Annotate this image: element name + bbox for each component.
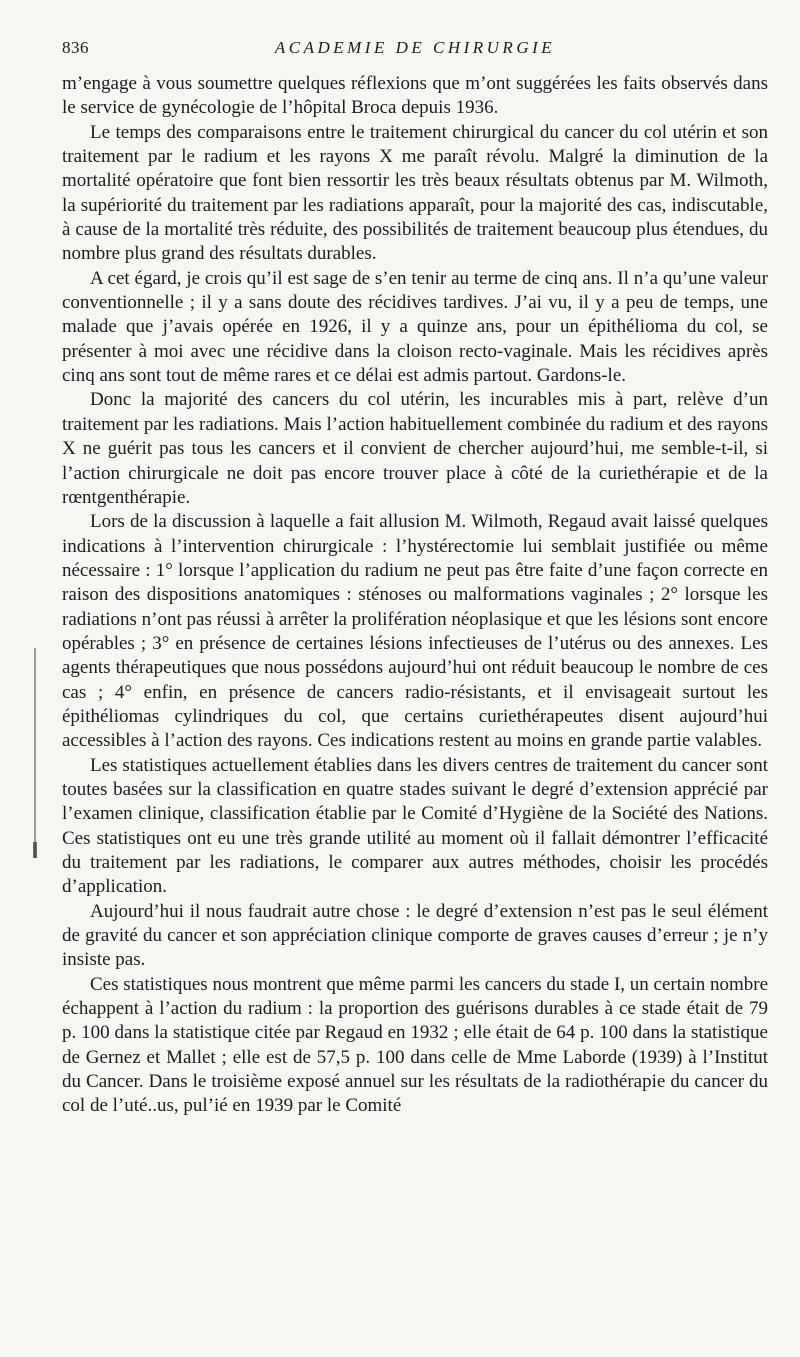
paragraph-3: A cet égard, je crois qu’il est sage de s’en tenir au terme de cinq ans. Il n’a qu’une valeur conventionnelle ; il y a sans doute des récidives tardives. J’ai vu, il y a peu de temps, une malade que j’avais opérée en 1926, il y a quinze ans, pour un épithélioma du col, se présenter à moi avec une récidive dans la cloison recto-vaginale. Mais les récidives après cinq ans sont tout de même rares et ce délai est admis partout. Gardons-le. [62, 267, 768, 387]
margin-rule-tick [33, 842, 37, 858]
margin-rule-mark [34, 648, 36, 858]
paragraph-2: Le temps des comparaisons entre le traitement chirurgical du cancer du col utérin et son traitement par le radium et les rayons X me paraît révolu. Malgré la diminution de la mortalité opératoire que font bien ressortir les très beaux résultats obtenus par M. Wilmoth, la supériorité du traitement par les radiations apparaît, pour la majorité des cas, indiscutable, à cause de la mortalité très réduite, des possibilités de traitement beaucoup plus étendues, du nombre plus grand des résultats durables. [62, 121, 768, 265]
page-number: 836 [62, 38, 89, 57]
journal-title: ACADEMIE DE CHIRURGIE [274, 38, 556, 57]
paragraph-5: Lors de la discussion à laquelle a fait allusion M. Wilmoth, Regaud avait laissé quelques indications à l’intervention chirurgicale : l’hystérectomie lui semblait justifiée ou même nécessaire : 1° lorsque l’application du radium ne peut pas être faite d’une façon correcte en raison des dispositions anatomiques : sténoses ou malformations vaginales ; 2° lorsque les radiations n’ont pas réussi à arrêter la prolifération néoplasique et que les lésions sont encore opérables ; 3° en présence de certaines lésions infectieuses de l’utérus ou des annexes. Les agents thérapeutiques que nous possédons aujourd’hui ont réduit beaucoup le nombre de ces cas ; 4° enfin, en présence de cancers radio-résistants, et il envisageait surtout les épithéliomas cylindriques du col, que certains curiethérapeutes disent aujourd’hui accessibles à l’action des rayons. Ces indications restent au moins en grande partie valables. [62, 511, 768, 752]
running-header [62, 38, 768, 72]
paragraph-8: Ces statistiques nous montrent que même parmi les cancers du stade I, un certain nombre échappent à l’action du radium : la proportion des guérisons durables à ce stade était de 79 p. 100 dans la statistique citée par Regaud en 1932 ; elle était de 64 p. 100 dans la statistique de Gernez et Mallet ; elle est de 57,5 p. 100 dans celle de Mme Laborde (1939) à l’Institut du Cancer. Dans le troisième exposé annuel sur les résultats de la radiothérapie du cancer du col de l’uté..us, pul’ié en 1939 par le Comité [62, 973, 769, 1117]
paragraph-6: Les statistiques actuellement établies dans les divers centres de traitement du cancer sont toutes basées sur la classification en quatre stades suivant le degré d’extension apprécié par l’examen clinique, classification établie par le Comité d’Hygiène de la Société des Nations. Ces statistiques ont eu une très grande utilité au moment où il fallait démontrer l’efficacité du traitement par les radiations, le comparer aux autres méthodes, choisir les procédés d’application. [62, 754, 768, 898]
paragraph-7: Aujourd’hui il nous faudrait autre chose : le degré d’extension n’est pas le seul élément de gravité du cancer et son appréciation clinique comporte de graves causes d’erreur ; je n’y insiste pas. [62, 900, 768, 971]
article-body [62, 72, 768, 1119]
document-page [62, 38, 768, 1338]
paragraph-1: m’engage à vous soumettre quelques réflexions que m’ont suggérées les faits observés dans le service de gynécologie de l’hôpital Broca depuis 1936. [62, 73, 768, 119]
paragraph-4: Donc la majorité des cancers du col utérin, les incurables mis à part, relève d’un traitement par les radiations. Mais l’action habituellement combinée du radium et des rayons X ne guérit pas tous les cancers et il convient de chercher aujourd’hui, me semble-t-il, si l’action chirurgicale ne doit pas encore trouver place à côté de la curiethérapie et de la rœntgenthérapie. [62, 389, 768, 508]
